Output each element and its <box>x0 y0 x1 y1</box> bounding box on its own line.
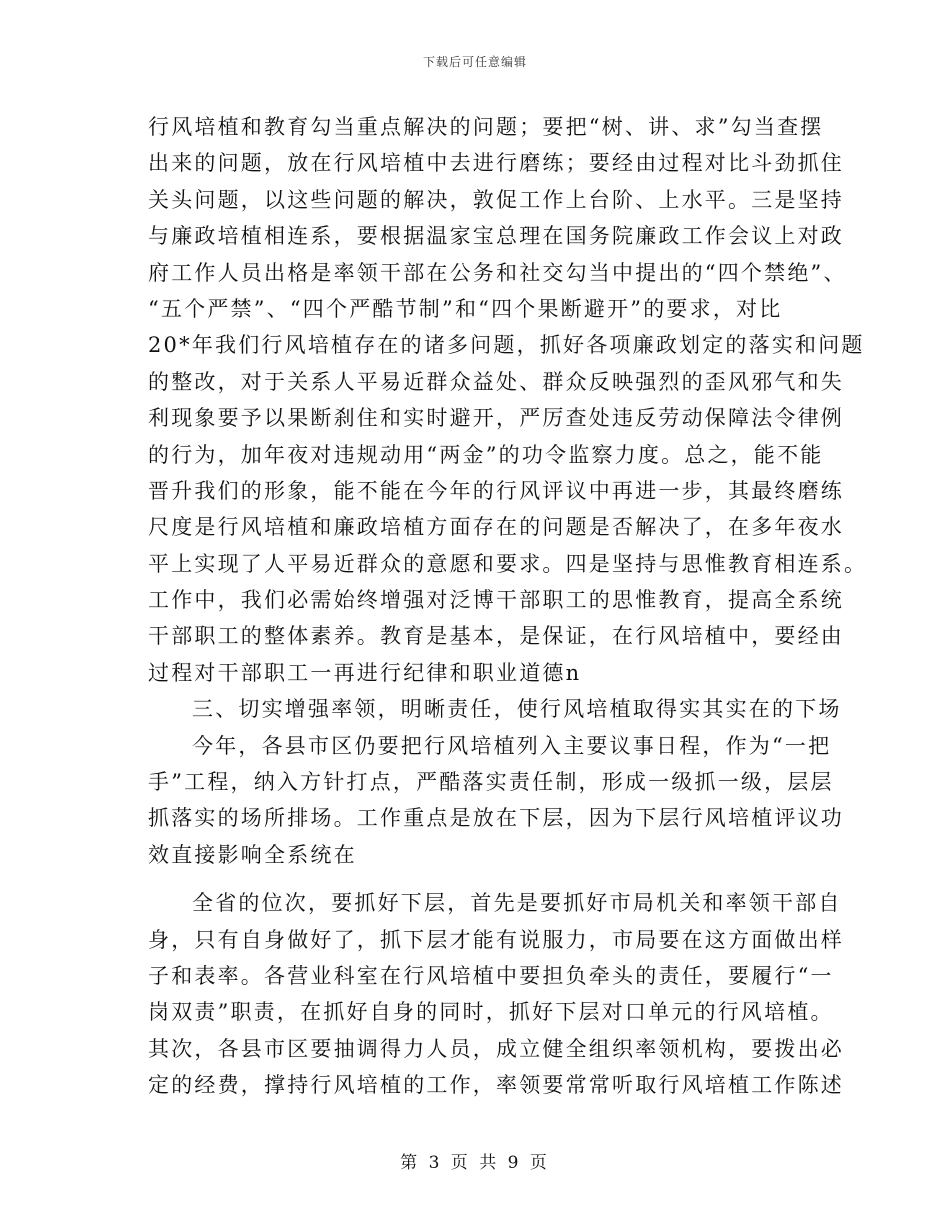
document-body <box>148 109 868 1104</box>
text-line: 子和表率。各营业科室在行风培植中要担负牵头的责任，要履行“一 <box>148 963 834 988</box>
page-header-note: 下载后可任意编辑 <box>422 55 527 69</box>
paragraph-3 <box>148 885 844 1103</box>
text-line: 晋升我们的形象，能不能在今年的行风评议中再进一步，其最终磨练 <box>148 478 844 503</box>
text-line: 全省的位次，要抓好下层，首先是要抓好市局机关和率领干部自 <box>192 891 842 916</box>
text-line: 效直接影响全系统在 <box>148 842 357 867</box>
text-line: 行风培植和教育勾当重点解决的问题；要把“树、讲、求”勾当查摆 <box>148 115 824 139</box>
section-heading-text: 三、切实增强率领，明晰责任，使行风培植取得实其实在的下场 <box>192 697 842 722</box>
text-line: 的行为，加年夜对违规动用“两金”的功令监察力度。总之，能不能 <box>148 442 824 467</box>
paragraph-2 <box>148 728 844 874</box>
section-heading <box>148 691 842 727</box>
text-line: 的整改，对于关系人平易近群众益处、群众反映强烈的歪风邪气和失 <box>148 369 844 394</box>
text-line: 20*年我们行风培植存在的诸多问题，抓好各项廉政划定的落实和问题 <box>148 333 865 358</box>
text-line: 手”工程，纳入方针打点，严酷落实责任制，形成一级抓一级，层层 <box>148 770 834 795</box>
text-line: 过程对干部职工一再进行纪律和职业道德n <box>148 660 582 685</box>
page-number: 第 3 页 共 9 页 <box>400 1153 550 1173</box>
text-line: 干部职工的整体素养。教育是基本，是保证，在行风培植中，要经由 <box>148 624 844 649</box>
text-line: 出来的问题，放在行风培植中去进行磨练；要经由过程对比斗劲抓住 <box>148 151 844 176</box>
text-line: 平上实现了人平易近群众的意愿和要求。四是坚持与思惟教育相连系。 <box>148 551 868 576</box>
text-line: “五个严禁”、“四个严酷节制”和“四个果断避开”的要求，对比 <box>148 296 783 321</box>
paragraph-gap <box>148 873 808 885</box>
text-line: 利现象要予以果断刹住和实时避开，严厉查处违反劳动保障法令律例 <box>148 406 844 431</box>
text-line: 今年，各县市区仍要把行风培植列入主要议事日程，作为“一把 <box>192 733 832 758</box>
text-line: 身，只有自身做好了，抓下层才能有说服力，市局要在这方面做出样 <box>148 927 844 952</box>
paragraph-1 <box>148 109 868 691</box>
text-line: 与廉政培植相连系，要根据温家宝总理在国务院廉政工作会议上对政 <box>148 224 844 249</box>
text-line: 工作中，我们必需始终增强对泛博干部职工的思惟教育，提高全系统 <box>148 588 844 613</box>
text-line: 其次，各县市区要抽调得力人员，成立健全组织率领机构，要拨出必 <box>148 1036 844 1061</box>
text-line: 岗双责”职责，在抓好自身的同时，抓好下层对口单元的行风培植。 <box>148 1000 834 1025</box>
text-line: 关头问题，以这些问题的解决，敦促工作上台阶、上水平。三是坚持 <box>148 187 844 212</box>
text-line: 定的经费，撑持行风培植的工作，率领要常常听取行风培植工作陈述 <box>148 1073 844 1098</box>
text-line: 抓落实的场所排场。工作重点是放在下层，因为下层行风培植评议功 <box>148 806 844 831</box>
text-line: 府工作人员出格是率领干部在公务和社交勾当中提出的“四个禁绝”、 <box>148 260 847 285</box>
text-line: 尺度是行风培植和廉政培植方面存在的问题是否解决了，在多年夜水 <box>148 515 844 540</box>
